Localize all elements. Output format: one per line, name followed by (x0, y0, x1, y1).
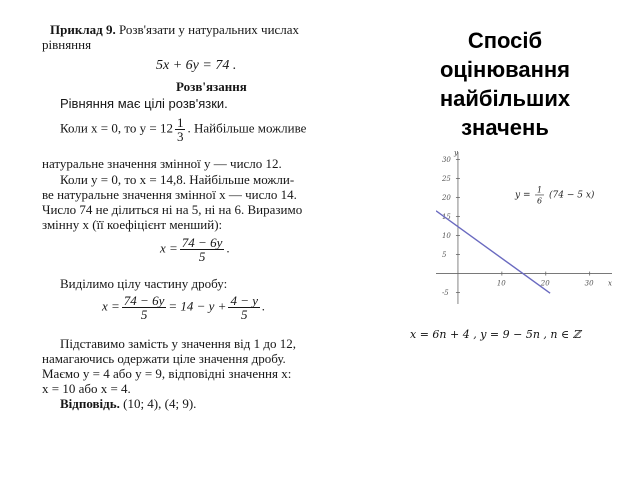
main-equation: 5x + 6y = 74 . (156, 58, 237, 73)
heading-line-2: оцінювання (439, 57, 571, 82)
expr2-num1: 74 − 6y (123, 293, 165, 308)
solution-heading: Розв'язання (176, 79, 247, 94)
expression-1: x = $\frac{74 - 6y}{5}$ . (160, 235, 230, 264)
expr2-den2: 5 (240, 307, 248, 322)
expr1-fraction (180, 236, 225, 263)
example-title-line2: рівняння (42, 37, 92, 52)
expr2-num2: 4 − y (230, 293, 258, 308)
paragraph-10: намагаючись одержати ціле значення дробу. (42, 351, 286, 366)
paragraph-8: Виділимо цілу частину дробу: (60, 276, 228, 291)
answer-line (60, 396, 196, 411)
expr2-fraction-2 (228, 294, 260, 321)
paragraph-12: x = 10 або x = 4. (42, 381, 131, 396)
expression-2: x = $\frac{74 - 6y}{5}$ = 14 − y + $\frac{4 - y}{5}$ . (102, 293, 266, 322)
y-tick-label: 15 (441, 212, 451, 221)
legend-suffix: (74 − 5 x) (549, 190, 595, 201)
y-tick-label: 25 (441, 174, 451, 183)
expr1-num: 74 − 6y (181, 235, 223, 250)
answer-label: Відповідь. (60, 396, 120, 411)
paragraph-2 (60, 116, 306, 143)
x-axis-label: x (608, 279, 612, 288)
frac-den: 3 (176, 129, 184, 144)
paragraph-9: Підставимо замість y значення від 1 до 12, (60, 336, 296, 351)
paragraph-7: змінну x (її коефіцієнт менший): (42, 217, 223, 232)
y-tick-label: 5 (441, 251, 447, 260)
slide-heading (410, 26, 600, 142)
heading-line-3: найбільших (439, 86, 571, 111)
expr1-lhs: x = (160, 240, 178, 256)
frac-num: 1 (176, 115, 184, 130)
y-tick-label: -5 (441, 289, 449, 298)
example-title (50, 22, 299, 37)
x-tick-label: 20 (540, 279, 550, 288)
p2-prefix: Коли x = 0, то y = 12 (60, 120, 173, 136)
paragraph-4: Коли y = 0, то x = 14,8. Найбільше можли- (60, 172, 295, 187)
p2-suffix: . Найбільше можливе (187, 120, 307, 136)
y-tick-label: 30 (441, 155, 451, 164)
expr2-den1: 5 (140, 307, 148, 322)
heading-line-4: значень (461, 115, 549, 140)
answer-value: (10; 4), (4; 9). (119, 396, 197, 411)
paragraph-5: ве натуральне значення змінної x — число 14. (42, 187, 297, 202)
expr2-fraction-1 (122, 294, 167, 321)
y-tick-label: 10 (441, 232, 451, 241)
x-tick-label: 30 (584, 279, 594, 288)
legend-frac-den: 6 (537, 196, 543, 206)
example-number: Приклад 9. (50, 22, 116, 37)
general-solution-formula: x = 6n + 4 , y = 9 − 5n , n ∈ ℤ (410, 328, 581, 341)
legend-prefix: y = (515, 190, 531, 201)
line-graph (436, 148, 616, 304)
y-tick-label: 20 (441, 193, 451, 202)
series-line (436, 211, 550, 293)
expr1-den: 5 (198, 249, 206, 264)
example-task: Розв'язати у натуральних числах (115, 22, 300, 37)
textbook-excerpt (42, 22, 382, 422)
paragraph-3: натуральне значення змінної y — число 12. (42, 156, 282, 171)
expr2-mid: = 14 − y + (168, 298, 227, 314)
paragraph-6: Число 74 не ділиться ні на 5, ні на 6. Виразимо (42, 202, 303, 217)
y-axis-label: y (453, 149, 458, 157)
x-tick-label: 10 (496, 279, 506, 288)
fraction-one-third (175, 116, 186, 143)
paragraph-1: Рівняння має цілі розв'язки. (60, 96, 228, 111)
heading-line-1: Спосіб (467, 28, 543, 53)
paragraph-11: Маємо y = 4 або y = 9, відповідні значення x: (42, 366, 292, 381)
legend-frac-num: 1 (537, 185, 543, 195)
expr2-lhs: x = (102, 298, 120, 314)
